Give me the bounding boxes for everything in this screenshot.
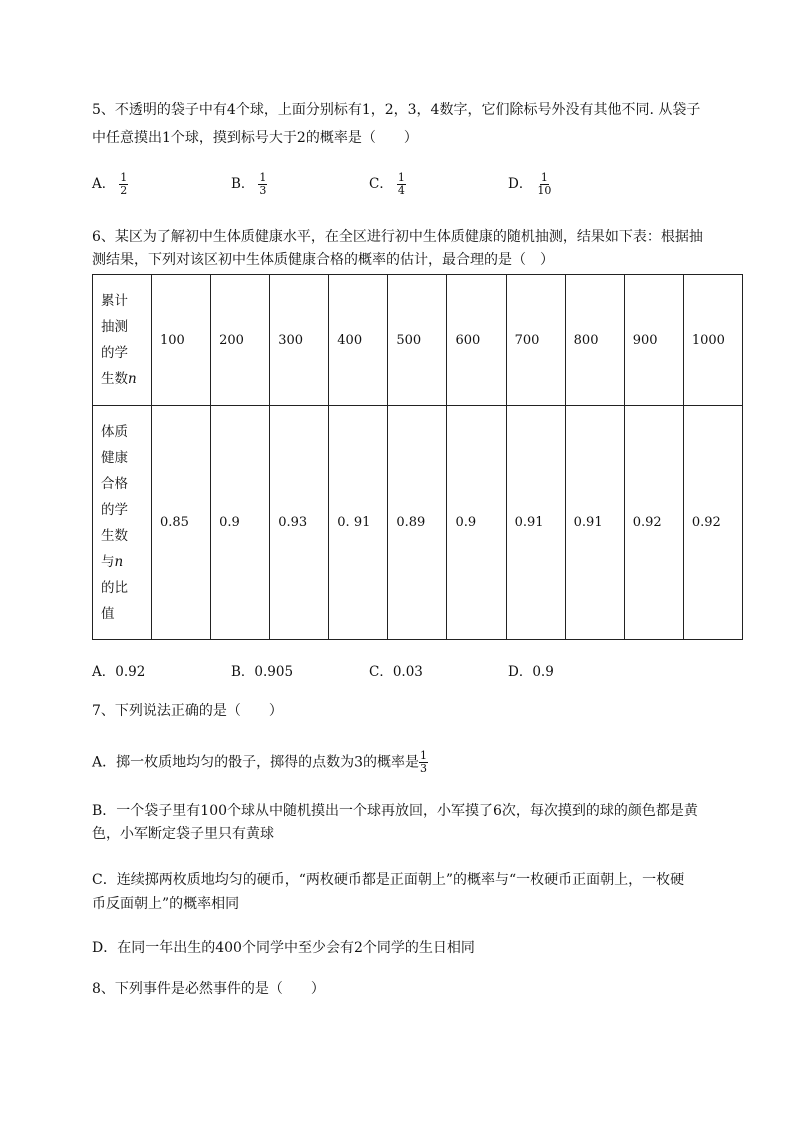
table-cell: 400 [329, 275, 388, 406]
q5-option-a: A． $\frac{1}{2}$ [92, 171, 128, 197]
table-cell: 0.89 [388, 406, 447, 640]
q6-stem-line1: 6、某区为了解初中生体质健康水平，在全区进行初中生体质健康的随机抽测，结果如下表：根据抽 [92, 229, 703, 245]
table-cell: 300 [270, 275, 329, 406]
q6-option-d: D．0.9 [508, 664, 554, 680]
row-header-pass-ratio: 体质 健康 合格 的学 生数 与n 的比 值 [93, 406, 152, 640]
q5-option-b: B． $\frac{1}{3}$ [231, 171, 267, 197]
q7-option-b-line1: B．一个袋子里有100个球从中随机摸出一个球再放回，小军摸了6次，每次摸到的球的颜色都是黄 [92, 803, 698, 819]
table-cell: 0.91 [565, 406, 624, 640]
table-cell: 200 [211, 275, 270, 406]
table-cell: 0.92 [683, 406, 742, 640]
table-cell: 600 [447, 275, 506, 406]
table-cell: 0.92 [624, 406, 683, 640]
table-row [93, 275, 743, 406]
table-cell: 0.93 [270, 406, 329, 640]
q7-stem: 7、下列说法正确的是（ ） [92, 703, 283, 719]
table-cell: 1000 [683, 275, 742, 406]
q6-data-table [92, 274, 743, 640]
table-cell: 0.91 [506, 406, 565, 640]
q6-option-b: B．0.905 [231, 664, 294, 680]
q5-stem-line2: 中任意摸出1个球，摸到标号大于2的概率是（ ） [92, 130, 418, 146]
q7-option-d: D．在同一年出生的400个同学中至少会有2个同学的生日相同 [92, 940, 475, 956]
table-cell: 900 [624, 275, 683, 406]
table-cell: 500 [388, 275, 447, 406]
table-cell: 0.85 [152, 406, 211, 640]
table-cell: 0.9 [447, 406, 506, 640]
q5-stem-line1: 5、不透明的袋子中有4个球，上面分别标有1，2，3，4数字，它们除标号外没有其他不同. 从袋子 [92, 102, 701, 118]
table-cell: 0. 91 [329, 406, 388, 640]
q6-stem-line2: 测结果，下列对该区初中生体质健康合格的概率的估计，最合理的是（ ） [92, 252, 554, 268]
q5-option-d: D． $\frac{1}{10}$ [508, 171, 552, 197]
q7-option-c-line2: 币反面朝上”的概率相同 [92, 896, 240, 912]
table-cell: 0.9 [211, 406, 270, 640]
q7-option-c-line1: C．连续掷两枚质地均匀的硬币，“两枚硬币都是正面朝上”的概率与“一枚硬币正面朝上，一枚硬 [92, 872, 685, 888]
table-cell: 100 [152, 275, 211, 406]
table-cell: 800 [565, 275, 624, 406]
q8-stem: 8、下列事件是必然事件的是（ ） [92, 981, 325, 997]
q5-option-c: C． $\frac{1}{4}$ [369, 171, 405, 197]
q7-option-a: A．掷一枚质地均匀的骰子，掷得的点数为3的概率是 $\frac{1}{3}$ [92, 749, 428, 775]
q7-option-b-line2: 色，小军断定袋子里只有黄球 [92, 826, 274, 842]
row-header-sample-count: 累计 抽测 的学 生数n [93, 275, 152, 406]
table-row [93, 406, 743, 640]
q6-option-a: A．0.92 [92, 664, 146, 680]
table-cell: 700 [506, 275, 565, 406]
q6-option-c: C．0.03 [369, 664, 423, 680]
